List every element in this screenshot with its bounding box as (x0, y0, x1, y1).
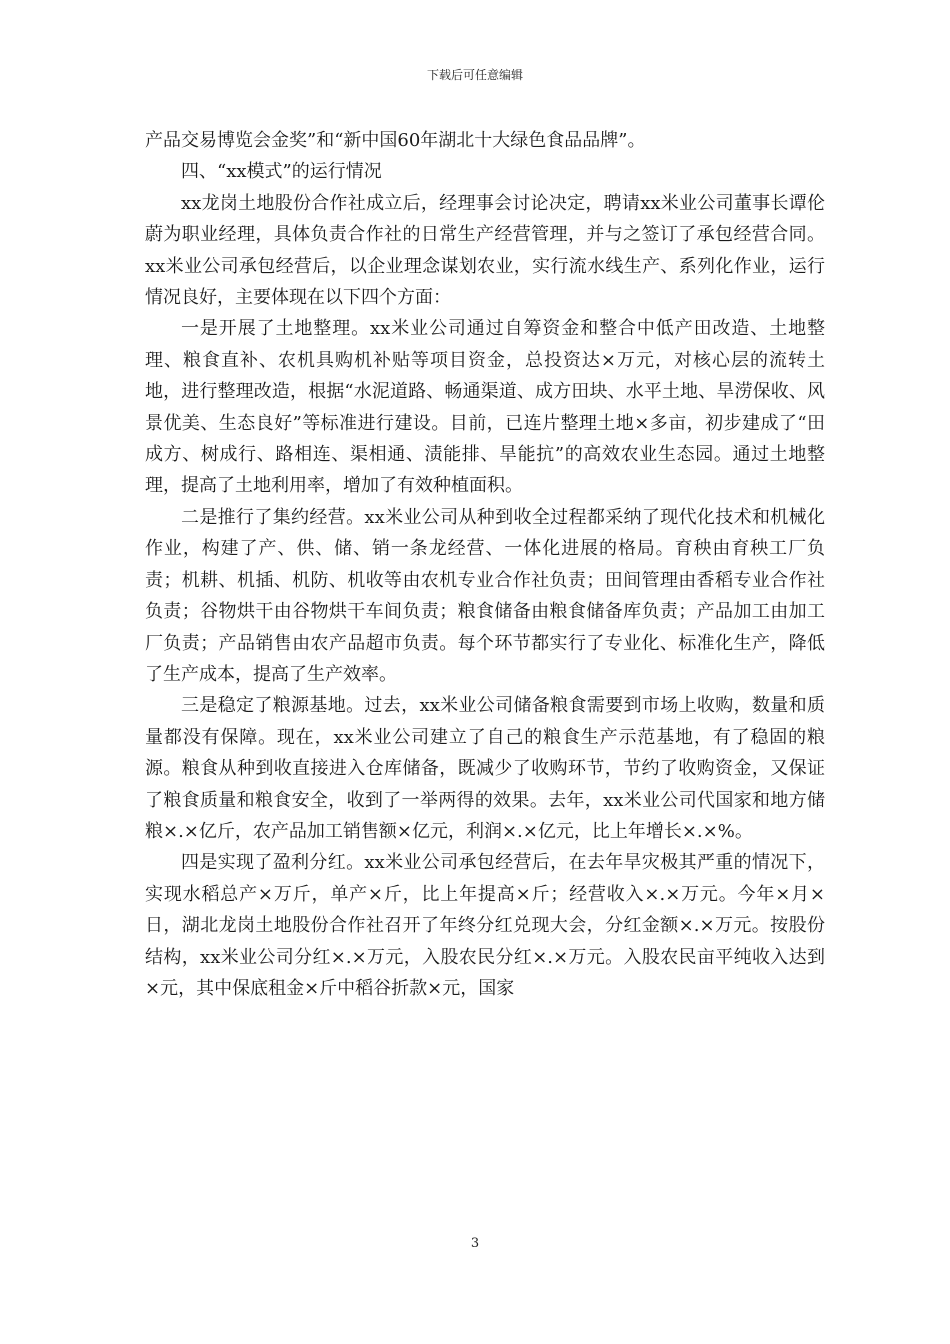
paragraph-grain-base: 三是稳定了粮源基地。过去，xx米业公司储备粮食需要到市场上收购，数量和质量都没有保障。现在，xx米业公司建立了自己的粮食生产示范基地，有了稳固的粮源。粮食从种到收直接进入仓库储备，既减少了收购环节，节约了收购资金，又保证了粮食质量和粮食安全，收到了一举两得的效果。去年，xx米业公司代国家和地方储粮×.×亿斤，农产品加工销售额×亿元，利润×.×亿元，比上年增长×.×%。 (145, 695, 825, 842)
page-header-note: 下载后可任意编辑 (426, 68, 523, 82)
document-body (145, 125, 825, 1004)
paragraph-profit-dividend: 四是实现了盈利分红。xx米业公司承包经营后，在去年旱灾极其严重的情况下，实现水稻总产×万斤，单产×斤，比上年提高×斤；经营收入×.×万元。今年×月×日，湖北龙岗土地股份合作社召开了年终分红兑现大会，分红金额×.×万元。按股份结构，xx米业公司分红×.×万元，入股农民分红×.×万元。入股农民亩平纯收入达到×元，其中保底租金×斤中稻谷折款×元，国家 (145, 852, 825, 999)
paragraph-land-consolidation: 一是开展了土地整理。xx米业公司通过自筹资金和整合中低产田改造、土地整理、粮食直补、农机具购机补贴等项目资金，总投资达×万元，对核心层的流转土地，进行整理改造，根据“水泥道路、畅通渠道、成方田块、水平土地、旱涝保收、风景优美、生态良好”等标准进行建设。目前，已连片整理土地×多亩，初步建成了“田成方、树成行、路相连、渠相通、渍能排、旱能抗”的高效农业生态园。通过土地整理，提高了土地利用率，增加了有效种植面积。 (145, 318, 825, 497)
paragraph-continuation: 产品交易博览会金奖”和“新中国60年湖北十大绿色食品品牌”。 (145, 130, 646, 151)
section-heading: 四、“xx模式”的运行情况 (181, 161, 382, 183)
paragraph-intro: xx龙岗土地股份合作社成立后，经理事会讨论决定，聘请xx米业公司董事长谭伦蔚为职业经理，具体负责合作社的日常生产经营管理，并与之签订了承包经营合同。xx米业公司承包经营后，以企业理念谋划农业，实行流水线生产、系列化作业，运行情况良好，主要体现在以下四个方面： (145, 192, 825, 309)
paragraph-intensive-operation: 二是推行了集约经营。xx米业公司从种到收全过程都采纳了现代化技术和机械化作业，构建了产、供、储、销一条龙经营、一体化进展的格局。育秧由育秧工厂负责；机耕、机插、机防、机收等由农机专业合作社负责；田间管理由香稻专业合作社负责；谷物烘干由谷物烘干车间负责；粮食储备由粮食储备库负责；产品加工由加工厂负责；产品销售由农产品超市负责。每个环节都实行了专业化、标准化生产，降低了生产成本，提高了生产效率。 (145, 506, 825, 685)
page-number: 3 (470, 1236, 480, 1251)
